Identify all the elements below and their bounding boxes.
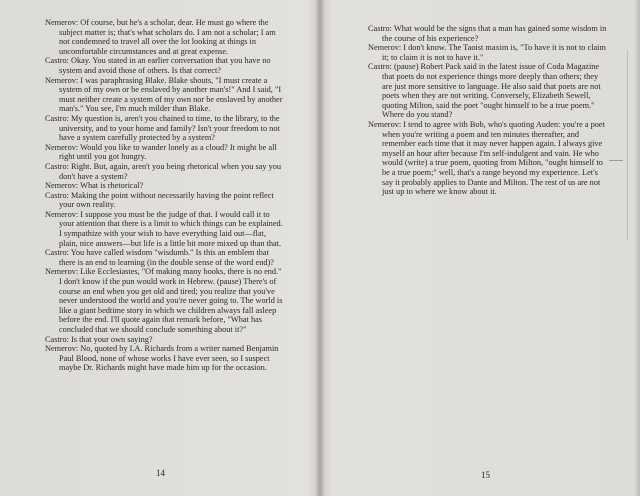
page-edge-shadow (634, 0, 640, 496)
dialogue-text: My question is, aren't you chained to time, to the library, to the university, and to your home and family? Isn't your freedom to not have a system carefully protected by a system? (59, 113, 280, 143)
dialogue-text: What would be the signs that a man has gained some wisdom in the course of his experience? (382, 24, 607, 43)
speaker-name: Nemerov: (45, 142, 79, 152)
dialogue-text: Of course, but he's a scholar, dear. He must go where the subject matter is; that's what scholars do. I am not a scholar; I am not condemned to travel all over the lot looking at things in uncomfortable circumstances and at great expense. (59, 18, 276, 56)
dialogue-entry (45, 344, 285, 373)
speaker-name: Nemerov: (368, 119, 402, 129)
dialogue-entry (45, 248, 285, 267)
speaker-name: Castro: (45, 161, 69, 171)
speaker-name: Castro: (45, 56, 69, 66)
dialogue-text: Right. But, again, aren't you being rhetorical when you say you don't have a system? (59, 161, 282, 181)
dialogue-entry (368, 24, 608, 43)
dialogue-text: Is that your own saying? (71, 334, 153, 344)
margin-mark (609, 160, 623, 161)
dialogue-entry (368, 43, 608, 62)
dialogue-entry (368, 120, 608, 197)
page-number-right: 15 (481, 470, 490, 480)
speaker-name: Nemerov: (368, 43, 402, 53)
dialogue-entry (45, 162, 285, 181)
right-page-text (368, 24, 608, 197)
dialogue-entry (368, 62, 608, 120)
dialogue-text: No, quoted by I.A. Richards from a writer named Benjamin Paul Blood, none of whose works I have ever seen, so I suspect maybe Dr. Richards might have made him up for the occasion. (59, 344, 279, 373)
dialogue-entry (45, 181, 285, 191)
right-page (320, 0, 640, 496)
margin-mark (627, 50, 628, 240)
speaker-name: Nemerov: (45, 267, 79, 277)
speaker-name: Nemerov: (45, 18, 79, 27)
dialogue-text: Okay. You stated in an earlier conversation that you have no system and avoid those of others. Is that correct? (59, 56, 271, 75)
dialogue-text: Would you like to wander lonely as a cloud? It might be all right until you got hungry. (59, 142, 277, 162)
dialogue-entry (45, 335, 285, 345)
speaker-name: Castro: (45, 190, 69, 200)
dialogue-text: I don't know. The Taoist maxim is, "To have it is not to claim it; to claim it is not to have it." (382, 43, 606, 62)
page-number-left: 14 (156, 468, 165, 478)
dialogue-entry (45, 76, 285, 114)
dialogue-entry (45, 191, 285, 210)
speaker-name: Nemerov: (45, 344, 79, 354)
speaker-name: Castro: (368, 62, 392, 72)
dialogue-entry (45, 18, 285, 56)
dialogue-entry (45, 114, 285, 143)
speaker-name: Nemerov: (45, 209, 79, 219)
speaker-name: Castro: (45, 113, 69, 123)
dialogue-entry (45, 56, 285, 75)
left-page-text (45, 18, 285, 373)
dialogue-entry (45, 210, 285, 248)
speaker-name: Castro: (45, 248, 69, 258)
dialogue-text: You have called wisdom "wisdumb." Is this an emblem that there is an end to learning (in the double sense of the word end)? (59, 248, 274, 267)
speaker-name: Nemerov: (45, 181, 79, 191)
speaker-name: Castro: (45, 334, 69, 344)
dialogue-text: I suppose you must be the judge of that. I would call it to your attention that there is a limit to which things can be explained. I sympathize with your wish to have everything laid out—flat, plain, nice answers—but life is a little bit more mixed up than that. (59, 209, 283, 248)
dialogue-entry (45, 267, 285, 334)
dialogue-text: (pause) Robert Pack said in the latest issue of Coda Magazine that poets do not experience things more deeply than others; they are just more sensitive to language. He also said that poets are not poets when they are not writing. Conversely, Elizabeth Sewell, quoting Milton, said the poet "ought himself to be a true poem." Where do you stand? (382, 62, 601, 120)
dialogue-text: I tend to agree with Bob, who's quoting Auden: you're a poet when you're writing a poem and ten minutes thereafter, and remember each time that it may never happen again. I always give myself an hour after because I'm self-indulgent and vain. He who would (write) a true poem, quoting from Milton, "ought himself to be a true poem;" well, that's a range beyond my experience. Let's say it probably applies to Dante and Milton. The rest of us are not just up to where we know about it. (382, 119, 605, 197)
speaker-name: Nemerov: (45, 75, 79, 85)
dialogue-text: What is rhetorical? (80, 181, 144, 191)
dialogue-text: Like Ecclesiastes, "Of making many books, there is no end." I don't know if the pun would work in Hebrew. (pause) There's of course an end when you get old and tired; you realize that you've never understood the world and you're never going to. The world is like a giant bedtime story in which we children always fall asleep before the end. I'll quote again that remark before, "What has concluded that we should conclude something about it?" (59, 267, 283, 334)
speaker-name: Castro: (368, 24, 392, 33)
dialogue-entry (45, 143, 285, 162)
dialogue-text: Making the point without necessarily having the point reflect your own reality. (59, 190, 274, 210)
dialogue-text: I was paraphrasing Blake. Blake shouts, "I must create a system of my own or be enslaved by another man's!" And I said, "I must neither create a system of my own nor be enslaved by another man's." You see, I'm much milder than Blake. (59, 75, 283, 114)
